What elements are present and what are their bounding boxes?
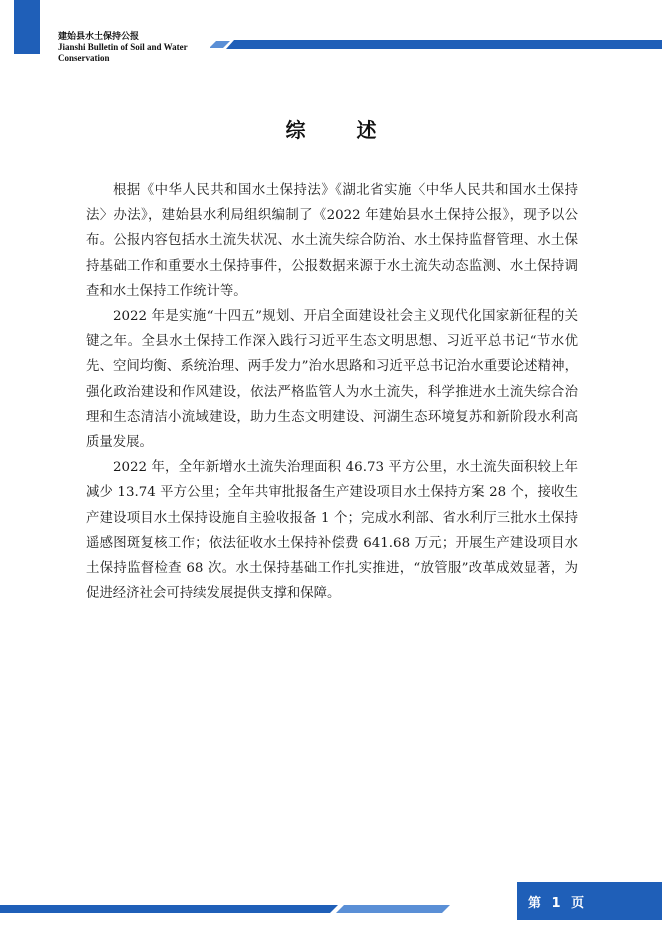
header-stripe-dark <box>226 40 662 49</box>
bulletin-title-en: Jianshi Bulletin of Soil and Water Conservation <box>58 42 188 63</box>
paragraph-intro: 根据《中华人民共和国水土保持法》《湖北省实施〈中华人民共和国水土保持法〉办法》，建始县水利局组织编制了《2022 年建始县水土保持公报》，现予以公布。公报内容包括水土流失状况、水土流失综合防治、水土保持监督管理、水土保持基础工作和重要水土保持事件，公报数据来源于水土流失动态监测、水土保持调查和水土保持工作统计等。 <box>86 183 578 299</box>
bulletin-title-cn: 建始县水土保持公报 <box>58 32 140 42</box>
page-number: 第 1 页 <box>528 896 588 911</box>
footer-stripe-light <box>336 905 450 913</box>
paragraph-achievements: 2022 年，全年新增水土流失治理面积 46.73 平方公里，水土流失面积较上年减少 13.74 平方公里；全年共审批报备生产建设项目水土保持方案 28 个，接收生产建设项目水土保持设施自主验收报备 1 个；完成水利部、省水利厅三批水土保持遥感图斑复核工作；依法征收水土保持补偿费 641.68 万元；开展生产建设项目水土保持监督检查 68 次。水土保持基础工作扎实推进，“放管服”改革成效显著，为促进经济社会可持续发展提供支撑和保障。 <box>86 460 578 602</box>
header-stripes <box>210 38 662 52</box>
paragraph-background: 2022 年是实施“十四五”规划、开启全面建设社会主义现代化国家新征程的关键之年。全县水土保持工作深入践行习近平生态文明思想、习近平总书记“节水优先、空间均衡、系统治理、两手发力”治水思路和习近平总书记治水重要论述精神，强化政治建设和作风建设，依法严格监管人为水土流失，科学推进水土流失综合治理和生态清洁小流域建设，助力生态文明建设、河湖生态环境复苏和新阶段水利高质量发展。 <box>86 309 578 451</box>
header-accent-bar <box>14 0 40 54</box>
section-title: 综 述 <box>285 118 399 142</box>
header-stripe-light <box>210 41 230 48</box>
summary-body <box>86 178 578 606</box>
footer-stripe-dark <box>0 905 338 913</box>
